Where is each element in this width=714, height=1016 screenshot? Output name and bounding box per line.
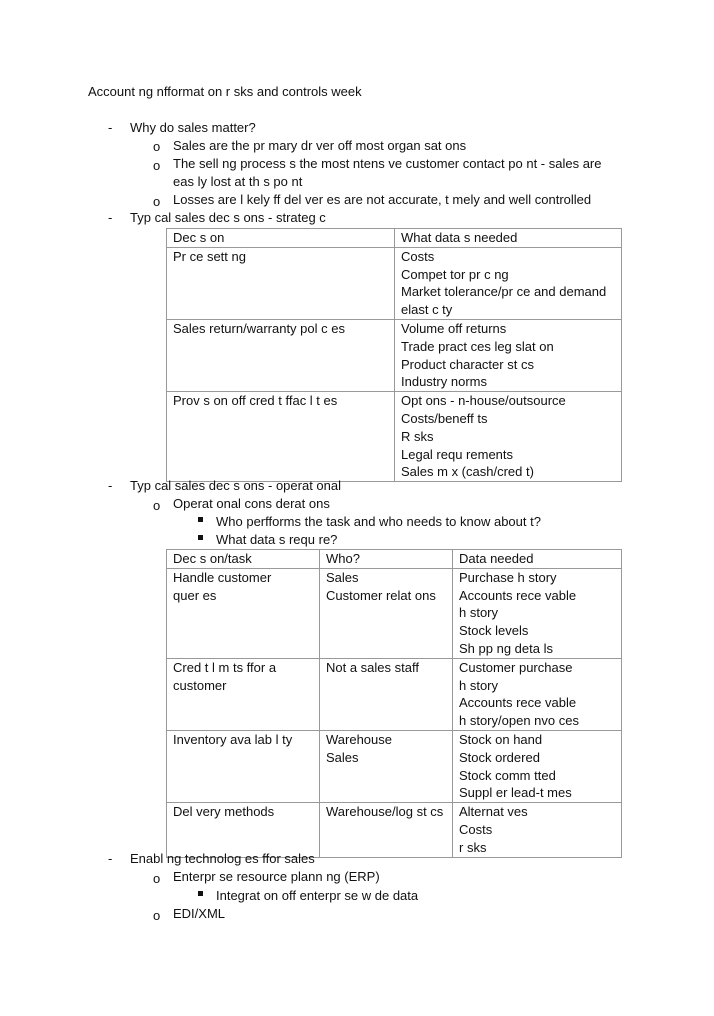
dash-bullet: - <box>108 120 113 135</box>
table-row <box>167 730 622 802</box>
table-cell: Del very methods <box>167 803 320 857</box>
bullet-text: Who perfforms the task and who needs to know about t? <box>216 514 541 529</box>
table-cell: Handle customer quer es <box>167 568 320 658</box>
table-header-row <box>167 229 622 248</box>
dash-bullet: - <box>108 851 113 866</box>
circle-bullet: o <box>153 871 161 886</box>
table-cell: Warehouse Sales <box>320 730 453 802</box>
dash-bullet: - <box>108 478 113 493</box>
square-bullet <box>198 535 203 540</box>
bullet-text: Losses are l kely ff del ver es are not accurate, t mely and well controlled <box>173 192 592 207</box>
table-header-cell: Who? <box>320 550 453 569</box>
table-cell: Sales Customer relat ons <box>320 568 453 658</box>
table-row <box>167 568 622 658</box>
table-header-cell: Data needed <box>453 550 622 569</box>
table-cell: Inventory ava lab l ty <box>167 730 320 802</box>
table-cell: Sales return/warranty pol c es <box>167 319 395 391</box>
section-heading-technologies: Enabl ng technolog es ffor sales <box>130 851 315 866</box>
circle-bullet: o <box>153 498 161 513</box>
table-row <box>167 392 622 482</box>
table-row <box>167 658 622 730</box>
table-row <box>167 803 622 857</box>
bullet-text: Operat onal cons derat ons <box>173 496 330 511</box>
section-heading-strategic: Typ cal sales dec s ons - strateg c <box>130 210 326 225</box>
page-title: Account ng nfformat on r sks and controls week <box>88 84 362 99</box>
bullet-text: What data s requ re? <box>216 532 338 547</box>
circle-bullet: o <box>153 139 161 154</box>
table-cell: Pr ce sett ng <box>167 247 395 319</box>
bullet-text: EDI/XML <box>173 906 226 921</box>
table-header-cell: Dec s on <box>167 229 395 248</box>
table-cell: Not a sales staff <box>320 658 453 730</box>
strategic-decisions-table <box>166 228 622 482</box>
circle-bullet: o <box>153 908 161 923</box>
table-row <box>167 247 622 319</box>
bullet-text: Integrat on off enterpr se w de data <box>216 888 419 903</box>
section-heading-operational: Typ cal sales dec s ons - operat onal <box>130 478 342 493</box>
circle-bullet: o <box>153 158 161 173</box>
table-cell: Opt ons - n-house/outsource Costs/beneff ts R sks Legal requ rements Sales m x (cash/cred t) <box>395 392 622 482</box>
table-cell: Warehouse/log st cs <box>320 803 453 857</box>
table-cell: Customer purchase h story Accounts rece vable h story/open nvo ces <box>453 658 622 730</box>
section-heading-sales-matter: Why do sales matter? <box>130 120 256 135</box>
table-cell: Volume off returns Trade pract ces leg slat on Product character st cs Industry norms <box>395 319 622 391</box>
bullet-text: Enterpr se resource plann ng (ERP) <box>173 869 380 884</box>
operational-decisions-table <box>166 549 622 858</box>
table-cell: Cred t l m ts ffor a customer <box>167 658 320 730</box>
bullet-text: Sales are the pr mary dr ver off most organ sat ons <box>173 138 467 153</box>
table-cell: Stock on hand Stock ordered Stock comm tted Suppl er lead-t mes <box>453 730 622 802</box>
table-cell: Costs Compet tor pr c ng Market tolerance/pr ce and demand elast c ty <box>395 247 622 319</box>
table-cell: Purchase h story Accounts rece vable h story Stock levels Sh pp ng deta ls <box>453 568 622 658</box>
table-cell: Prov s on off cred t ffac l t es <box>167 392 395 482</box>
dash-bullet: - <box>108 210 113 225</box>
table-row <box>167 319 622 391</box>
square-bullet <box>198 517 203 522</box>
table-header-row <box>167 550 622 569</box>
circle-bullet: o <box>153 194 161 209</box>
table-header-cell: Dec s on/task <box>167 550 320 569</box>
bullet-text: The sell ng process s the most ntens ve customer contact po nt - sales are <box>173 156 602 171</box>
bullet-text-continued: eas ly lost at th s po nt <box>173 174 303 189</box>
square-bullet <box>198 891 203 896</box>
table-cell: Alternat ves Costs r sks <box>453 803 622 857</box>
table-header-cell: What data s needed <box>395 229 622 248</box>
